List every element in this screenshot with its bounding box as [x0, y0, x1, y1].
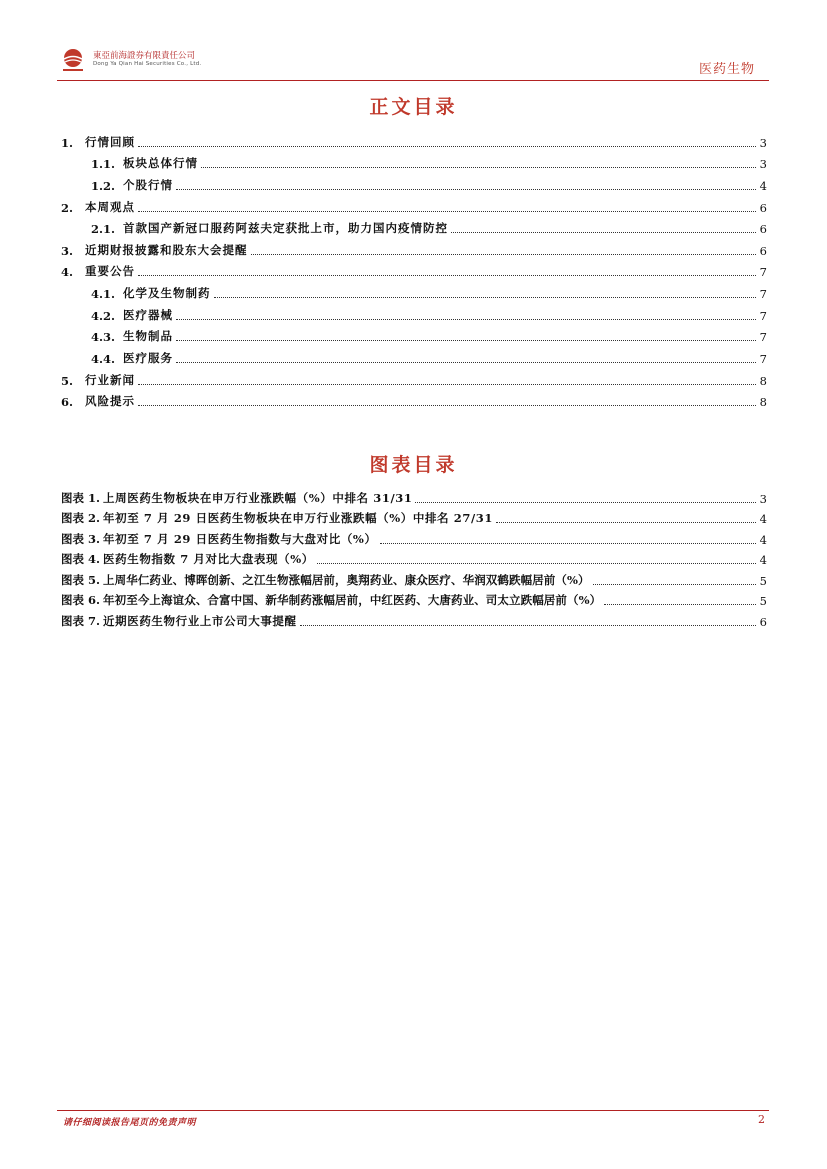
- toc-entry-page: 3: [759, 157, 767, 172]
- figure-entry-page: 3: [759, 491, 767, 506]
- toc-entry-label: 近期财报披露和股东大会提醒: [85, 242, 248, 257]
- figure-leader-dots: [593, 583, 756, 585]
- toc-entry-number: 2.1.: [91, 222, 116, 237]
- toc-entry-label: 风险提示: [85, 394, 135, 409]
- toc-leader-dots: [138, 210, 756, 212]
- figure-entry-page: 5: [759, 594, 767, 608]
- figure-entry-prefix: 图表 4.: [61, 552, 101, 566]
- figure-entry-label: 上周华仁药业、博晖创新、之江生物涨幅居前，奥翔药业、康众医疗、华润双鹤跌幅居前（%）: [103, 572, 590, 587]
- toc-entry-label: 重要公告: [85, 264, 135, 279]
- toc-entry-label: 生物制品: [123, 329, 173, 344]
- toc-entry-number: 5.: [61, 373, 74, 388]
- toc-entry[interactable]: [61, 128, 767, 150]
- toc-entry-page: 6: [759, 222, 767, 237]
- toc-entry[interactable]: [61, 171, 767, 193]
- toc-entry[interactable]: [61, 279, 767, 301]
- figure-entry-page: 5: [759, 573, 767, 588]
- toc-entry-number: 1.1.: [91, 157, 116, 172]
- toc-entry[interactable]: [61, 258, 767, 280]
- toc-entry-page: 7: [759, 352, 767, 367]
- toc-entry[interactable]: [61, 193, 767, 215]
- toc-entry-label: 医疗器械: [123, 307, 173, 322]
- figure-entry-label: 年初至今上海谊众、合富中国、新华制药涨幅居前，中红医药、大唐药业、司太立跌幅居前（%）: [103, 593, 602, 607]
- toc-entry[interactable]: [61, 323, 767, 345]
- toc-entry-number: 1.2.: [91, 178, 116, 193]
- toc-leader-dots: [176, 318, 756, 320]
- toc-entry-label: 本周观点: [85, 199, 135, 214]
- toc-leader-dots: [176, 188, 756, 190]
- figure-entry-prefix: 图表 6.: [61, 593, 101, 607]
- toc-entry-page: 7: [759, 330, 767, 345]
- figure-leader-dots: [604, 603, 756, 605]
- page-header: [57, 44, 769, 80]
- toc-entry-label: 首款国产新冠口服药阿兹夫定获批上市，助力国内疫情防控: [123, 221, 448, 236]
- toc-entry-page: 6: [759, 200, 767, 215]
- toc-entry-page: 7: [759, 265, 767, 280]
- page-number: 2: [758, 1113, 765, 1126]
- toc-entry-number: 4.2.: [91, 308, 116, 323]
- figure-entry-page: 4: [759, 553, 767, 567]
- figure-leader-dots: [415, 501, 756, 503]
- toc-entry-page: 7: [759, 287, 767, 302]
- toc-leader-dots: [138, 404, 756, 406]
- toc-entry-label: 个股行情: [123, 177, 173, 192]
- figure-entry-prefix: 图表 3.: [61, 531, 101, 546]
- industry-label: 医药生物: [698, 62, 755, 77]
- toc-title: 正文目录: [369, 96, 458, 118]
- toc-entry-number: 3.: [61, 243, 74, 258]
- figure-entry-prefix: 图表 5.: [61, 572, 101, 587]
- list-of-figures: [61, 485, 767, 629]
- figure-entry-label: 上周医药生物板块在申万行业涨跌幅（%）中排名 31/31: [103, 490, 413, 505]
- toc-entry-number: 4.: [61, 265, 74, 280]
- figure-entry-page: 4: [759, 532, 767, 547]
- toc-entry-label: 行情回顾: [85, 134, 135, 149]
- toc-leader-dots: [138, 383, 756, 385]
- figure-entry-prefix: 图表 2.: [61, 511, 101, 525]
- toc-entry-page: 6: [759, 243, 767, 258]
- figures-title: 图表目录: [369, 454, 458, 476]
- figure-entry-page: 6: [759, 614, 767, 629]
- figure-entry-label: 年初至 7 月 29 日医药生物指数与大盘对比（%）: [103, 531, 377, 546]
- toc-entry[interactable]: [61, 388, 767, 410]
- toc-entry-page: 4: [759, 178, 767, 193]
- toc-entry-label: 行业新闻: [85, 372, 135, 387]
- footer-divider: [57, 1110, 769, 1111]
- toc-leader-dots: [138, 274, 756, 276]
- toc-entry[interactable]: [61, 366, 767, 388]
- company-name-en: Dong Ya Qian Hai Securities Co., Ltd.: [93, 61, 202, 67]
- figure-entry-label: 近期医药生物行业上市公司大事提醒: [103, 613, 297, 628]
- header-divider: [57, 80, 769, 81]
- toc-entry-page: 8: [759, 373, 767, 388]
- toc-leader-dots: [201, 166, 756, 168]
- toc-entry-page: 7: [759, 308, 767, 323]
- figure-entry[interactable]: [61, 547, 767, 568]
- toc-entry-page: 3: [759, 135, 767, 150]
- figure-entry[interactable]: [61, 588, 767, 609]
- figure-leader-dots: [496, 521, 756, 523]
- toc-entry-number: 6.: [61, 395, 74, 410]
- figure-entry-prefix: 图表 7.: [61, 613, 101, 628]
- toc-leader-dots: [214, 296, 757, 298]
- toc-entry[interactable]: [61, 236, 767, 258]
- toc-entry[interactable]: [61, 344, 767, 366]
- company-name-cn: 東亞前海證券有限責任公司: [93, 51, 196, 61]
- disclaimer-text: 请仔细阅读报告尾页的免责声明: [63, 1118, 197, 1128]
- table-of-contents: [61, 128, 767, 409]
- figure-leader-dots: [380, 542, 756, 544]
- figure-entry-page: 4: [759, 512, 767, 526]
- figure-leader-dots: [317, 562, 756, 564]
- toc-entry[interactable]: [61, 150, 767, 172]
- toc-entry[interactable]: [61, 301, 767, 323]
- toc-entry-label: 医疗服务: [123, 351, 173, 366]
- figure-entry-label: 年初至 7 月 29 日医药生物板块在申万行业涨跌幅（%）中排名 27/31: [103, 511, 493, 525]
- figure-entry[interactable]: [61, 485, 767, 506]
- toc-entry-number: 4.4.: [91, 352, 116, 367]
- figure-entry[interactable]: [61, 567, 767, 588]
- figure-leader-dots: [300, 624, 756, 626]
- figure-entry-label: 医药生物指数 7 月对比大盘表现（%）: [103, 552, 314, 566]
- toc-entry-page: 8: [759, 395, 767, 410]
- toc-entry[interactable]: [61, 215, 767, 237]
- toc-leader-dots: [451, 231, 756, 233]
- figure-entry[interactable]: [61, 526, 767, 547]
- toc-entry-number: 4.1.: [91, 287, 116, 302]
- toc-leader-dots: [176, 339, 756, 341]
- figure-entry[interactable]: [61, 506, 767, 527]
- toc-leader-dots: [251, 253, 757, 255]
- toc-entry-number: 2.: [61, 200, 74, 215]
- company-logo: [59, 46, 87, 74]
- figure-entry-prefix: 图表 1.: [61, 490, 101, 505]
- toc-leader-dots: [138, 145, 756, 147]
- toc-entry-label: 板块总体行情: [123, 156, 198, 171]
- figure-entry[interactable]: [61, 608, 767, 629]
- toc-leader-dots: [176, 361, 756, 363]
- toc-entry-number: 1.: [61, 135, 74, 150]
- toc-entry-number: 4.3.: [91, 330, 116, 345]
- toc-entry-label: 化学及生物制药: [123, 286, 211, 301]
